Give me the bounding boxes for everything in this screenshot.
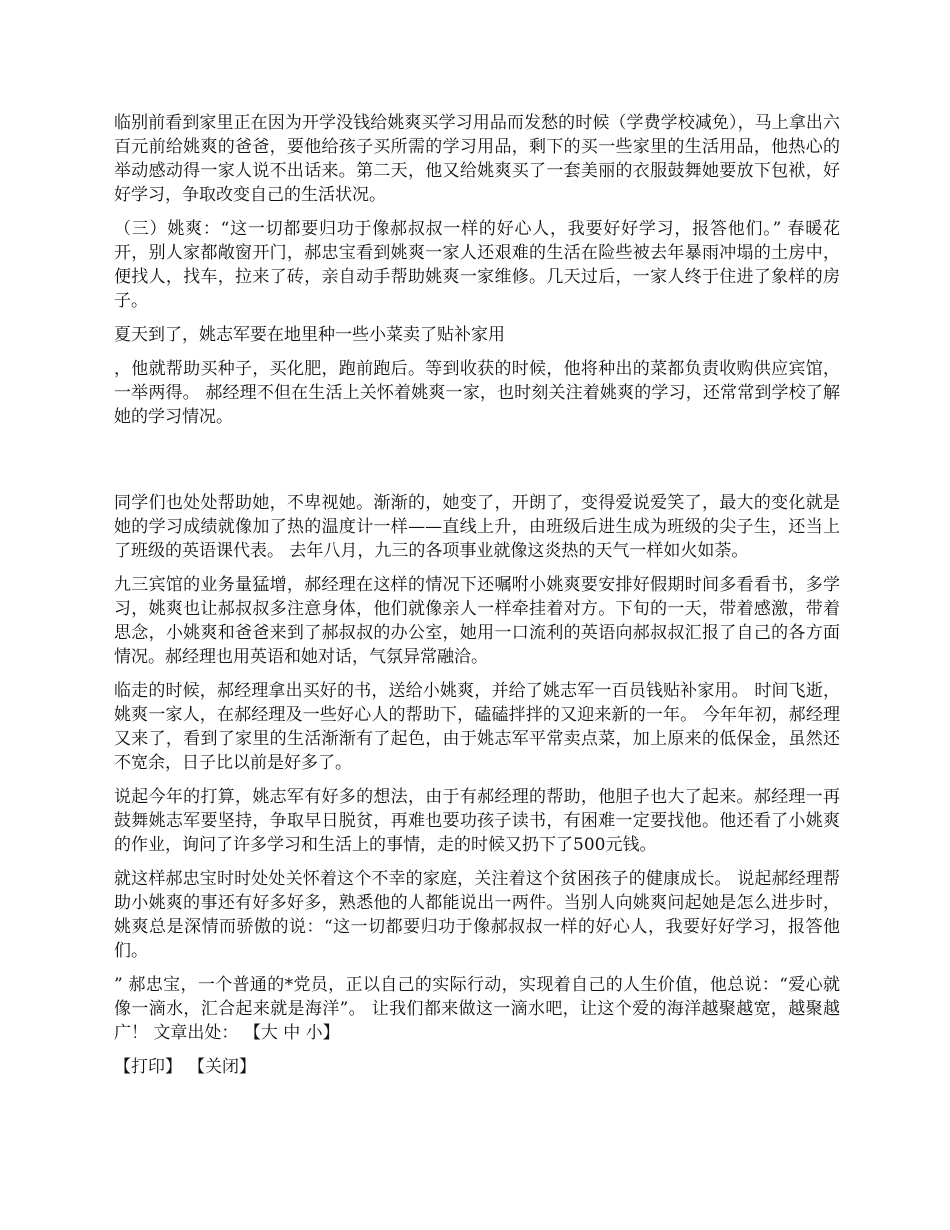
article-paragraph: （三）姚爽：“这一切都要归功于像郝叔叔一样的好心人，我要好好学习，报答他们。” 春暖花开，别人家都敞窗开门，郝忠宝看到姚爽一家人还艰难的生活在险些被去年暴雨冲塌的土房中，便找人，找车，拉来了砖，亲自动手帮助姚爽一家维修。几天过后，一家人终于住进了象样的房子。 xyxy=(114,219,840,311)
close-link[interactable]: 【关闭】 xyxy=(188,1057,256,1077)
font-size-large-link[interactable]: 大 xyxy=(260,1023,278,1043)
article-paragraph: 夏天到了，姚志军要在地里种一些小菜卖了贴补家用 xyxy=(114,325,505,345)
article-paragraph-final xyxy=(114,973,840,1045)
font-size-controls xyxy=(244,1023,340,1043)
paragraph-spacer xyxy=(114,439,840,491)
article-paragraph: 九三宾馆的业务量猛增，郝经理在这样的情况下还嘱咐小姚爽要安排好假期时间多看看书，多学习，姚爽也让郝叔叔多注意身体，他们就像亲人一样牵挂着对方。下旬的一天，带着感激，带着思念，小姚爽和爸爸来到了郝叔叔的办公室，她用一口流利的英语向郝叔叔汇报了自己的各方面情况。郝经理也用英语和她对话，气氛异常融洽。 xyxy=(114,575,840,667)
article-paragraph: 临别前看到家里正在因为开学没钱给姚爽买学习用品而发愁的时候（学费学校减免），马上拿出六百元前给姚爽的爸爸，要他给孩子买所需的学习用品，剩下的买一些家里的生活用品，他热心的举动感动得一家人说不出话来。第二天，他又给姚爽买了一套美丽的衣服鼓舞她要放下包袱，好好学习，争取改变自己的生活状况。 xyxy=(114,113,840,205)
font-size-small-link[interactable]: 小 xyxy=(305,1023,323,1043)
print-link[interactable]: 【打印】 xyxy=(114,1057,182,1077)
article-paragraph: 同学们也处处帮助她，不卑视她。渐渐的，她变了，开朗了，变得爱说爱笑了，最大的变化就是她的学习成绩就像加了热的温度计一样——直线上升，由班级后进生成为班级的尖子生，还当上了班级的英语课代表。 去年八月，九三的各项事业就像这炎热的天气一样如火如荼。 xyxy=(114,493,840,561)
font-size-medium-link[interactable]: 中 xyxy=(283,1023,301,1043)
article-paragraph: ，他就帮助买种子，买化肥，跑前跑后。等到收获的时候，他将种出的菜都负责收购供应宾馆，一举两得。 郝经理不但在生活上关怀着姚爽一家，也时刻关注着姚爽的学习，还常常到学校了解她的学习情况。 xyxy=(114,359,840,427)
article-final-text: ” 郝忠宝，一个普通的*党员，正以自己的实际行动，实现着自己的人生价值，他总说：“爱心就像一滴水，汇合起来就是海洋”。 让我们都来做这一滴水吧，让这个爱的海洋越聚越宽，越聚越广！ 文章出处： xyxy=(114,975,840,1043)
article-paragraph: 就这样郝忠宝时时处处关怀着这个不幸的家庭，关注着这个贫困孩子的健康成长。 说起郝经理帮助小姚爽的事还有好多好多，熟悉他的人都能说出一两件。当别人向姚爽问起她是怎么进步时，姚爽总是深情而骄傲的说：“这一切都要归功于像郝叔叔一样的好心人，我要好好学习，报答他们。 xyxy=(114,869,840,961)
article-paragraph: 说起今年的打算，姚志军有好多的想法，由于有郝经理的帮助，他胆子也大了起来。郝经理一再鼓舞姚志军要坚持，争取早日脱贫，再难也要功孩子读书，有困难一定要找他。他还看了小姚爽的作业，询问了许多学习和生活上的事情，走的时候又扔下了500元钱。 xyxy=(114,787,840,855)
size-bracket-close: 】 xyxy=(322,1023,340,1043)
footer-actions xyxy=(114,1055,840,1079)
article-body xyxy=(114,111,840,1079)
article-paragraph: 临走的时候，郝经理拿出买好的书，送给小姚爽，并给了姚志军一百员钱贴补家用。 时间飞逝，姚爽一家人，在郝经理及一些好心人的帮助下，磕磕拌拌的又迎来新的一年。 今年年初，郝经理又来了，看到了家里的生活渐渐有了起色，由于姚志军平常卖点菜，加上原来的低保金，虽然还不宽余，日子比以前是好多了。 xyxy=(114,681,840,773)
size-bracket-open: 【 xyxy=(243,1023,261,1043)
